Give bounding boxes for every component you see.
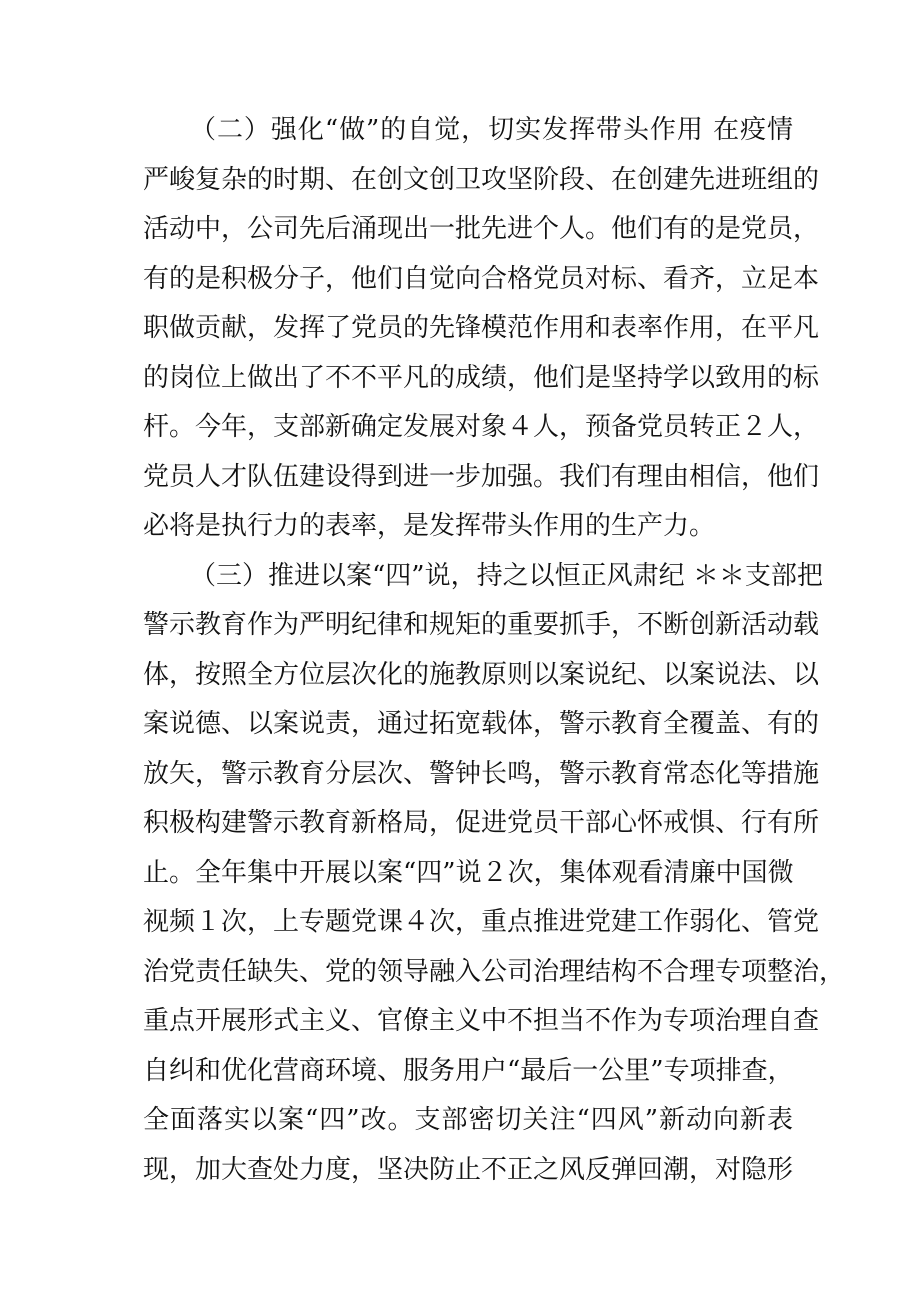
paragraph-line: 现，加大查处力度，坚决防止不正之风反弹回潮，对隐形 — [143, 1155, 794, 1185]
paragraph-line: 的岗位上做出了不不平凡的成绩，他们是坚持学以致用的标 — [143, 363, 820, 393]
paragraph-line: 活动中，公司先后涌现出一批先进个人。他们有的是党员， — [143, 214, 820, 244]
paragraph-line: 放矢，警示教育分层次、警钟长鸣，警示教育常态化等措施 — [143, 759, 820, 789]
paragraph-line: 有的是积极分子，他们自觉向合格党员对标、看齐，立足本 — [143, 264, 820, 294]
paragraph-line: 警示教育作为严明纪律和规矩的重要抓手，不断创新活动载 — [143, 610, 820, 640]
paragraph-line: 全面落实以案“四”改。支部密切关注“四风”新动向新表 — [143, 1105, 793, 1135]
paragraph-line: 案说德、以案说责，通过拓宽载体，警示教育全覆盖、有的 — [143, 709, 820, 739]
paragraph-line: 视频１次，上专题党课４次，重点推进党建工作弱化、管党 — [143, 907, 820, 937]
paragraph-line: 止。全年集中开展以案“四”说２次，集体观看清廉中国微 — [143, 858, 794, 888]
paragraph-line: 治党责任缺失、党的领导融入公司治理结构不合理专项整治， — [143, 957, 846, 987]
paragraph-line: 严峻复杂的时期、在创文创卫攻坚阶段、在创建先进班组的 — [143, 165, 820, 195]
paragraph-line: 职做贡献，发挥了党员的先锋模范作用和表率作用，在平凡 — [143, 313, 820, 343]
paragraph-line: 自纠和优化营商环境、服务用户“最后一公里”专项排查， — [143, 1056, 794, 1086]
paragraph-line: （三）推进以案“四”说，持之以恒正风肃纪 ＊＊支部把 — [190, 561, 823, 591]
paragraph-line: 体，按照全方位层次化的施教原则以案说纪、以案说法、以 — [143, 660, 820, 690]
paragraph-line: 党员人才队伍建设得到进一步加强。我们有理由相信，他们 — [143, 462, 820, 492]
paragraph-line: （二）强化“做”的自觉，切实发挥带头作用 在疫情 — [190, 115, 793, 145]
paragraph-line: 必将是执行力的表率，是发挥带头作用的生产力。 — [143, 511, 716, 541]
paragraph-line: 杆。今年，支部新确定发展对象４人，预备党员转正２人， — [143, 412, 820, 442]
paragraph-line: 积极构建警示教育新格局，促进党员干部心怀戒惧、行有所 — [143, 808, 820, 838]
paragraph-line: 重点开展形式主义、官僚主义中不担当不作为专项治理自查 — [143, 1006, 820, 1036]
